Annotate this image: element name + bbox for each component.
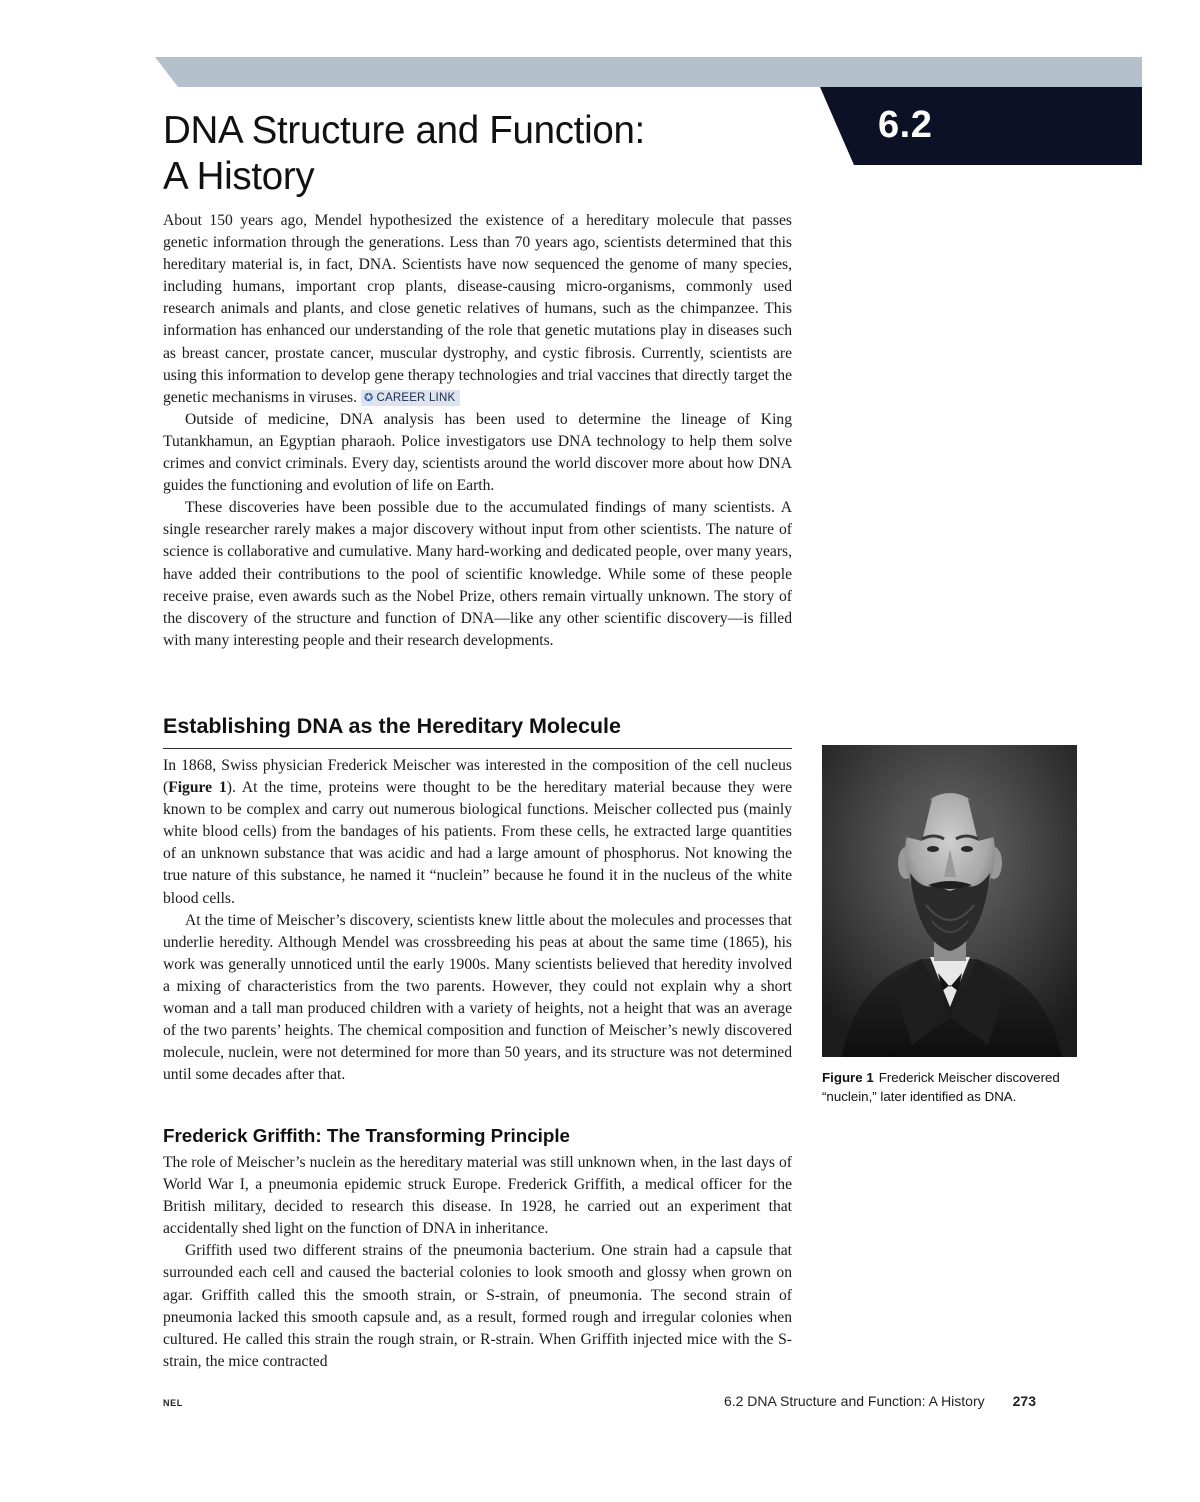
- intro-paragraph-3: These discoveries have been possible due to the accumulated findings of many scientists. A single researcher rarely makes a major discovery without input from other scientists. The nature of science is collaborative and cumulative. Many hard-working and dedicated people, over many years, have added their contributions to the pool of scientific knowledge. While some of these people receive praise, even awards such as the Nobel Prize, others remain virtually unknown. The story of the discovery of the structure and function of DNA—like any other scientific discovery—is filled with many interesting people and their research developments.: [163, 499, 792, 649]
- page-number: 273: [1012, 1393, 1036, 1409]
- intro-paragraph-1-text: About 150 years ago, Mendel hypothesized the existence of a hereditary molecule that passes genetic information through the generations. Less than 70 years ago, scientists determined that this hereditary material is, in fact, DNA. Scientists have now sequenced the genome of many species, including humans, important crop plants, disease-causing micro-organisms, commonly used research animals and plants, and close genetic relatives of humans, such as the chimpanzee. This information has enhanced our understanding of the role that genetic mutations play in diseases such as breast cancer, prostate cancer, muscular dystrophy, and cystic fibrosis. Currently, scientists are using this information to develop gene therapy technologies and trial vaccines that directly target the genetic mechanisms in viruses.: [163, 212, 792, 406]
- footer-publisher: NEL: [163, 1398, 183, 1408]
- section1-paragraph-1-b: ). At the time, proteins were thought to be the hereditary material because they were known to be complex and carry out numerous biological functions. Meischer collected pus (mainly white blood cells) from the bandages of his patients. From these cells, he extracted large quantities of an unknown substance that was acidic and had a large amount of phosphorus. Not knowing the true nature of this substance, he named it “nuclein” because he found it in the nucleus of the white blood cells.: [163, 779, 792, 907]
- intro-paragraph-1: [163, 210, 792, 409]
- section1-text: [163, 755, 792, 1086]
- meischer-portrait-photo: [822, 745, 1077, 1057]
- section2-paragraph-1: The role of Meischer’s nuclein as the hereditary material was still unknown when, in the last days of World War I, a pneumonia epidemic struck Europe. Frederick Griffith, a medical officer for the British military, decided to research this disease. In 1928, he carried out an experiment that accidentally shed light on the function of DNA in inheritance.: [163, 1154, 792, 1238]
- section-number: 6.2: [878, 104, 933, 146]
- career-link-icon: ✪: [364, 391, 374, 404]
- figure-1-caption: [822, 1068, 1084, 1106]
- figure-1-caption-text: Frederick Meischer discovered “nuclein,” later identified as DNA.: [822, 1070, 1060, 1104]
- top-banner-band: [0, 0, 1200, 90]
- figure-1-reference[interactable]: Figure 1: [168, 779, 227, 797]
- page-title: [163, 108, 645, 200]
- figure-1-label: Figure 1: [822, 1070, 874, 1085]
- section1-paragraph-2: At the time of Meischer’s discovery, scientists knew little about the molecules and processes that underlie heredity. Although Mendel was crossbreeding his peas at about the same time (1865), his work was generally unnoticed until the early 1900s. Many scientists believed that heredity involved a mixing of characteristics from the two parents. However, they could not explain why a short woman and a tall man produced children with a variety of heights, not a height that was an average of the two parents’ heights. The chemical composition and function of Meischer’s newly discovered molecule, nuclein, were not determined for more than 50 years, and its structure was not determined until some decades after that.: [163, 911, 792, 1084]
- subsection-heading-griffith: Frederick Griffith: The Transforming Principle: [163, 1125, 570, 1146]
- career-link[interactable]: [361, 390, 460, 406]
- page-title-line-2: A History: [163, 155, 315, 198]
- section-number-tab: [820, 87, 1142, 165]
- footer-running-title-text: 6.2 DNA Structure and Function: A History: [723, 1393, 985, 1409]
- intro-paragraph-2: Outside of medicine, DNA analysis has been used to determine the lineage of King Tutankhamun, an Egyptian pharaoh. Police investigators use DNA technology to help them solve crimes and convict criminals. Every day, scientists around the world discover more about how DNA guides the functioning and evolution of life on Earth.: [163, 410, 792, 495]
- intro-text: [163, 210, 792, 652]
- footer-running-title: [724, 1393, 1036, 1409]
- page-title-line-1: DNA Structure and Function:: [163, 109, 645, 152]
- section-heading-hereditary-molecule: Establishing DNA as the Hereditary Molecule: [163, 712, 792, 749]
- section1-paragraph-1-a: In 1868, Swiss physician Frederick Meischer was interested in the composition of the cell nucleus (: [163, 757, 792, 797]
- section2-paragraph-2: Griffith used two different strains of the pneumonia bacterium. One strain had a capsule that surrounded each cell and caused the bacterial colonies to look smooth and glossy when grown on agar. Griffith called this the smooth strain, or S-strain, of pneumonia. The second strain of pneumonia lacked this smooth capsule and, as a result, formed rough and irregular colonies when cultured. He called this strain the rough strain, or R-strain. When Griffith injected mice with the S-strain, the mice contracted: [163, 1242, 792, 1370]
- section1-paragraph-1: [163, 755, 792, 910]
- section2-text: [163, 1152, 792, 1373]
- career-link-label: CAREER LINK: [376, 391, 456, 404]
